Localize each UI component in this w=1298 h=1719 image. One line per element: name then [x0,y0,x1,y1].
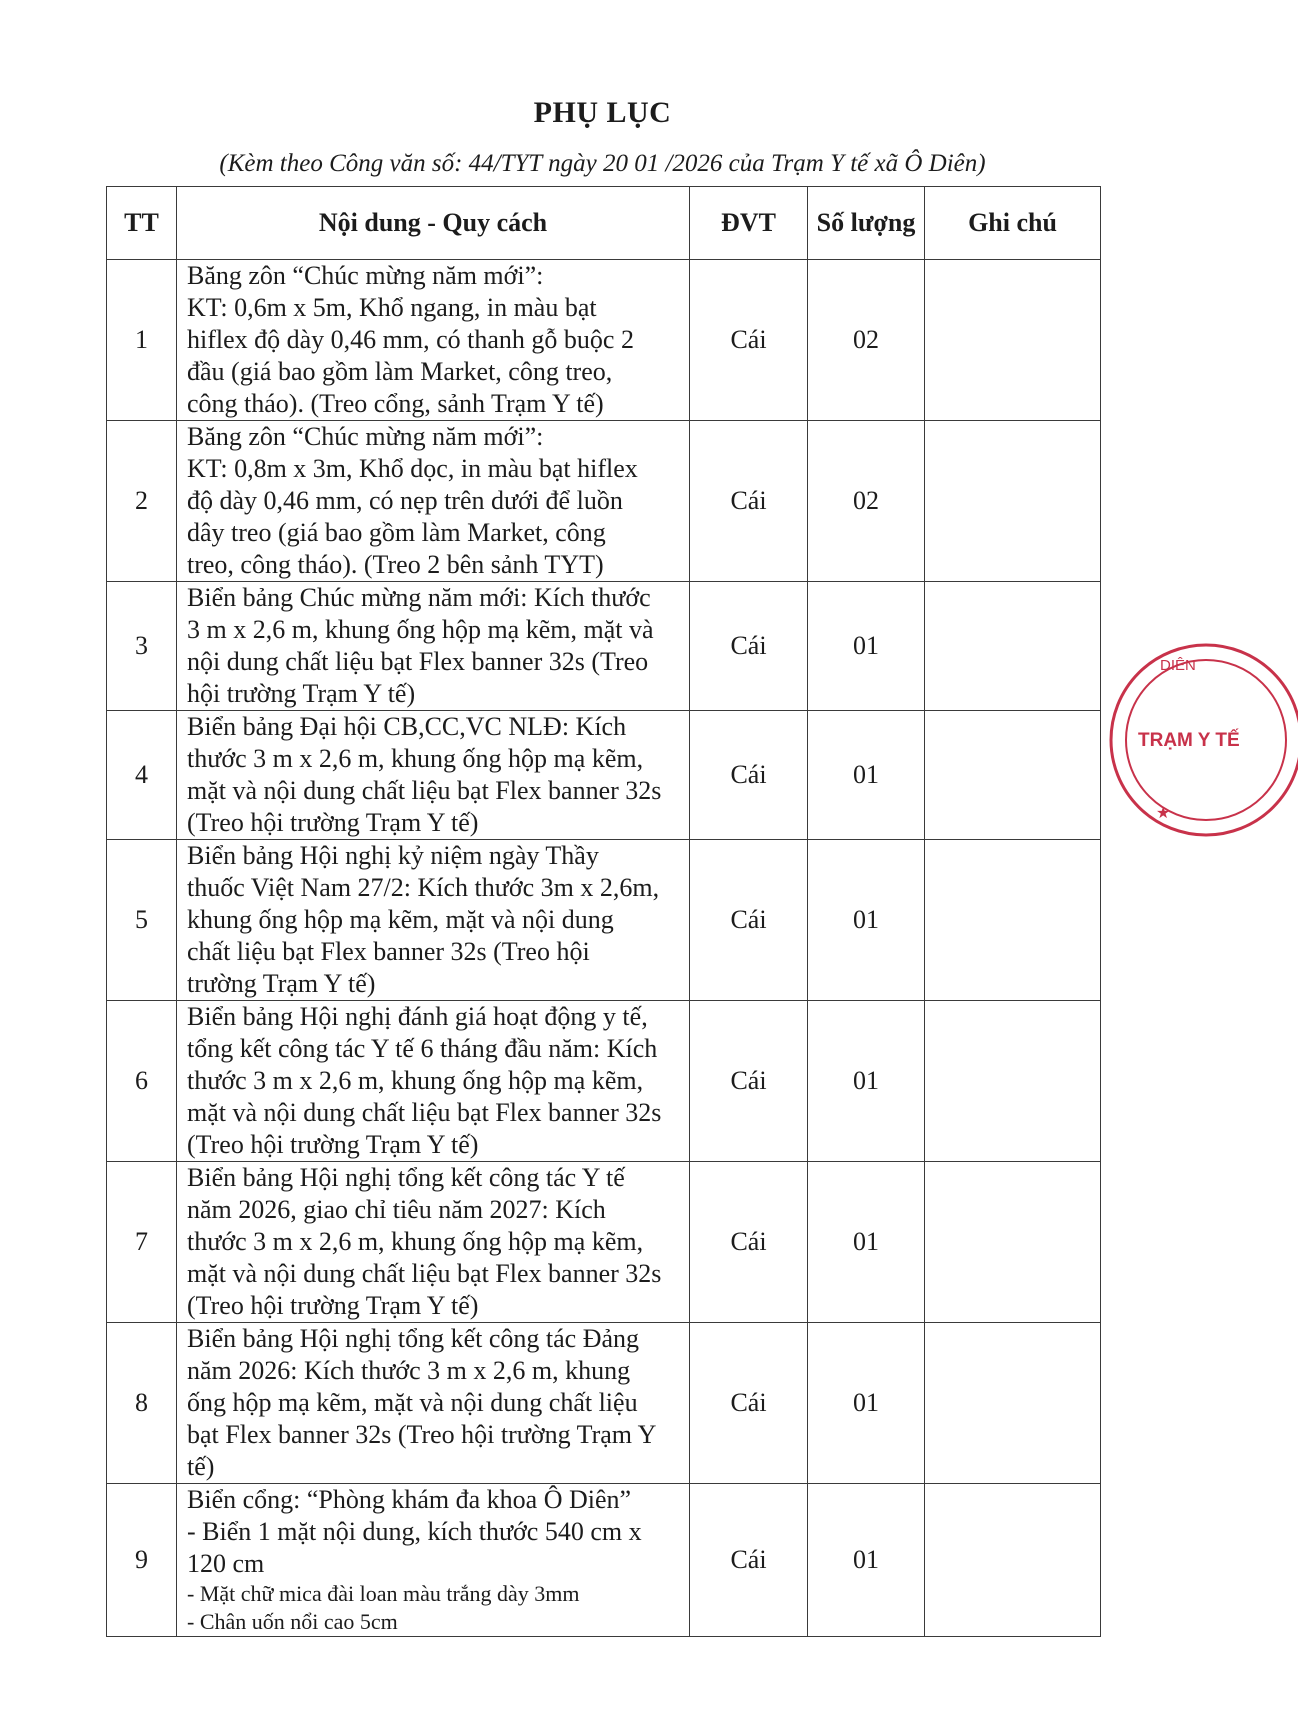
row-number: 4 [107,711,177,840]
content-line: 120 cm [187,1549,265,1578]
content-line: tế) [187,1452,215,1481]
row-unit: Cái [690,260,808,421]
content-line: (Treo hội trường Trạm Y tế) [187,1291,479,1320]
row-content [177,421,690,582]
content-line: Biển bảng Hội nghị tổng kết công tác Đảng [187,1324,640,1353]
table-row [107,711,1101,840]
content-line: chất liệu bạt Flex banner 32s (Treo hội [187,937,590,966]
row-unit: Cái [690,421,808,582]
row-unit: Cái [690,711,808,840]
doc-day: 20 [602,150,628,177]
content-line: thuốc Việt Nam 27/2: Kích thước 3m x 2,6m, [187,873,660,902]
content-line: 3 m x 2,6 m, khung ống hộp mạ kẽm, mặt và [187,615,654,644]
subtitle-prefix: (Kèm theo Công văn số: [219,150,463,177]
content-line: Băng zôn “Chúc mừng năm mới”: [187,261,544,290]
col-header-note: Ghi chú [925,187,1101,260]
row-content [177,260,690,421]
row-quantity: 01 [808,1484,925,1637]
content-line: độ dày 0,46 mm, có nẹp trên dưới để luồn [187,486,623,515]
row-unit: Cái [690,1162,808,1323]
table-row [107,840,1101,1001]
row-unit: Cái [690,582,808,711]
content-line: bạt Flex banner 32s (Treo hội trường Trạm Y [187,1420,657,1449]
content-line: tổng kết công tác Y tế 6 tháng đầu năm: Kích [187,1034,658,1063]
row-note [925,1162,1101,1323]
row-content [177,711,690,840]
table-header-row [107,187,1101,260]
content-line: thước 3 m x 2,6 m, khung ống hộp mạ kẽm, [187,744,644,773]
row-number: 7 [107,1162,177,1323]
row-note [925,260,1101,421]
content-line: mặt và nội dung chất liệu bạt Flex banner 32s [187,776,662,805]
page-title: PHỤ LỤC [533,96,672,129]
row-unit: Cái [690,1323,808,1484]
content-line: treo, công tháo). (Treo 2 bên sảnh TYT) [187,550,604,579]
row-unit: Cái [690,1484,808,1637]
table-row [107,260,1101,421]
row-number: 3 [107,582,177,711]
row-content [177,582,690,711]
content-line: ống hộp mạ kẽm, mặt và nội dung chất liệu [187,1388,638,1417]
content-line: Biển cổng: “Phòng khám đa khoa Ô Diên” [187,1485,632,1514]
col-header-tt: TT [107,187,177,260]
content-line: Băng zôn “Chúc mừng năm mới”: [187,422,544,451]
content-line: KT: 0,6m x 5m, Khổ ngang, in màu bạt [187,293,597,322]
row-quantity: 01 [808,1001,925,1162]
content-line: trường Trạm Y tế) [187,969,376,998]
table-row [107,1162,1101,1323]
row-note [925,711,1101,840]
subtitle-suffix: /2026 của Trạm Y tế xã Ô Diên) [665,150,986,177]
row-content [177,1001,690,1162]
row-note [925,840,1101,1001]
page-subtitle [0,150,1205,178]
content-line: Biển bảng Hội nghị đánh giá hoạt động y tế, [187,1002,648,1031]
content-line: khung ống hộp mạ kẽm, mặt và nội dung [187,905,614,934]
content-line: thước 3 m x 2,6 m, khung ống hộp mạ kẽm, [187,1227,644,1256]
content-line: (Treo hội trường Trạm Y tế) [187,1130,479,1159]
red-seal-stamp [1108,630,1298,850]
seal-star-icon: ★ [1156,805,1171,822]
row-note [925,1323,1101,1484]
table-row [107,421,1101,582]
row-note [925,582,1101,711]
content-line: Biển bảng Hội nghị kỷ niệm ngày Thầy [187,841,599,870]
row-quantity: 01 [808,840,925,1001]
row-number: 5 [107,840,177,1001]
content-line: mặt và nội dung chất liệu bạt Flex banner 32s [187,1259,662,1288]
row-quantity: 01 [808,1323,925,1484]
row-note [925,1484,1101,1637]
doc-month: 01 [634,150,660,177]
row-quantity: 01 [808,711,925,840]
row-content [177,840,690,1001]
col-header-quantity: Số lượng [808,187,925,260]
row-note [925,1001,1101,1162]
appendix-table [106,186,1101,1637]
row-content [177,1484,690,1637]
table-row [107,582,1101,711]
row-quantity: 01 [808,1162,925,1323]
row-number: 6 [107,1001,177,1162]
content-line: (Treo hội trường Trạm Y tế) [187,808,479,837]
row-number: 8 [107,1323,177,1484]
content-line: - Mặt chữ mica đài loan màu trắng dày 3mm [187,1581,580,1606]
row-number: 9 [107,1484,177,1637]
content-line: hiflex độ dày 0,46 mm, có thanh gỗ buộc 2 [187,325,634,354]
row-unit: Cái [690,1001,808,1162]
row-unit: Cái [690,840,808,1001]
content-line: công tháo). (Treo cổng, sảnh Trạm Y tế) [187,389,604,418]
content-line: nội dung chất liệu bạt Flex banner 32s (Treo [187,647,649,676]
content-line: dây treo (giá bao gồm làm Market, công [187,518,606,547]
table-row [107,1323,1101,1484]
doc-number: 44 [468,150,494,177]
seal-middle-text: TRẠM Y TẾ [1138,730,1240,751]
content-line: mặt và nội dung chất liệu bạt Flex banner 32s [187,1098,662,1127]
content-line: - Chân uốn nổi cao 5cm [187,1609,398,1634]
col-header-unit: ĐVT [690,187,808,260]
content-line: Biển bảng Đại hội CB,CC,VC NLĐ: Kích [187,712,627,741]
seal-top-text: DIÊN [1160,657,1196,674]
row-number: 1 [107,260,177,421]
col-header-content: Nội dung - Quy cách [177,187,690,260]
row-content [177,1323,690,1484]
content-line: Biển bảng Hội nghị tổng kết công tác Y tế [187,1163,625,1192]
content-line: KT: 0,8m x 3m, Khổ dọc, in màu bạt hiflex [187,454,638,483]
row-note [925,421,1101,582]
content-line: Biển bảng Chúc mừng năm mới: Kích thước [187,583,651,612]
row-quantity: 01 [808,582,925,711]
table-body [107,260,1101,1637]
table-row [107,1001,1101,1162]
table-row [107,1484,1101,1637]
content-line: năm 2026: Kích thước 3 m x 2,6 m, khung [187,1356,631,1385]
row-number: 2 [107,421,177,582]
row-quantity: 02 [808,260,925,421]
content-line: thước 3 m x 2,6 m, khung ống hộp mạ kẽm, [187,1066,644,1095]
content-line: năm 2026, giao chỉ tiêu năm 2027: Kích [187,1195,606,1224]
content-line: đầu (giá bao gồm làm Market, công treo, [187,357,613,386]
row-quantity: 02 [808,421,925,582]
subtitle-mid: /TYT ngày [493,150,597,177]
row-content [177,1162,690,1323]
content-line: - Biển 1 mặt nội dung, kích thước 540 cm x [187,1517,642,1546]
content-line: hội trường Trạm Y tế) [187,679,416,708]
